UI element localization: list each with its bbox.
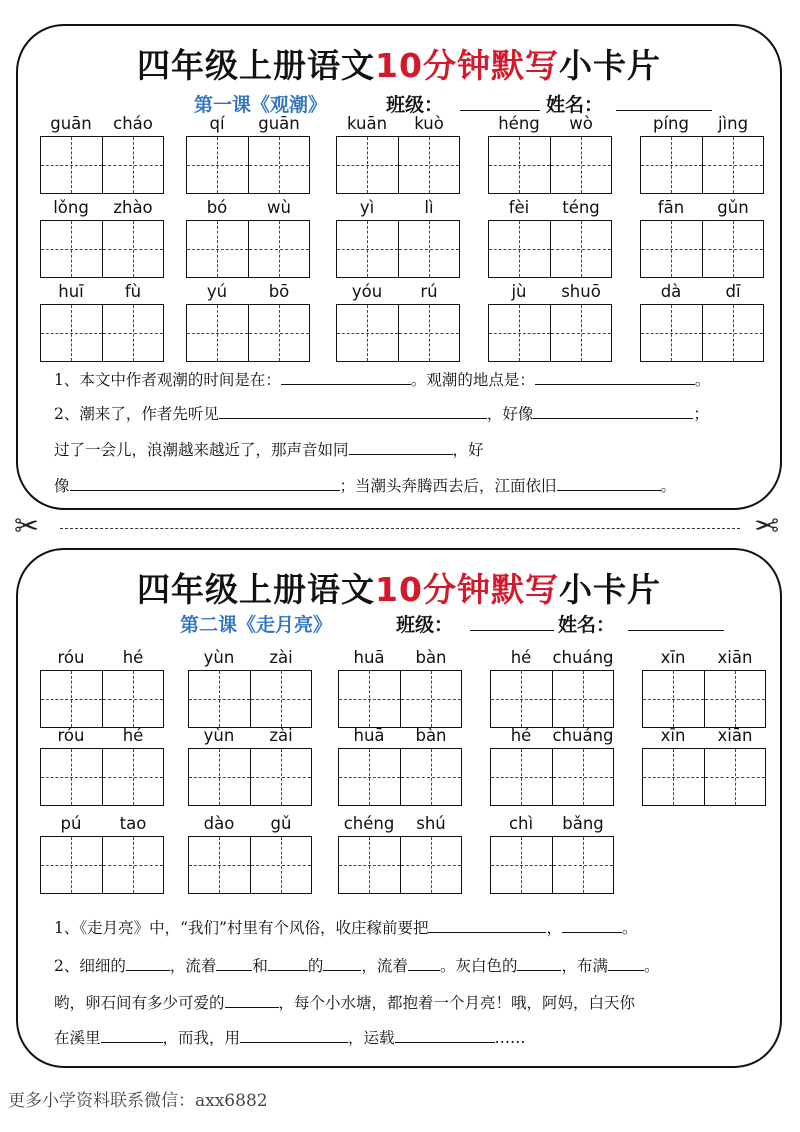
pinyin-syllable: gǔn bbox=[717, 198, 749, 217]
pinyin-syllable: dào bbox=[203, 814, 235, 833]
pinyin bbox=[490, 814, 614, 836]
pinyin-syllable: lì bbox=[424, 198, 434, 217]
writing-boxes bbox=[642, 748, 766, 806]
writing-boxes bbox=[40, 220, 164, 278]
word-box bbox=[336, 282, 460, 362]
word-box bbox=[338, 648, 462, 728]
title-text-end: 小卡片 bbox=[558, 46, 661, 85]
question-text: …… bbox=[494, 1029, 526, 1047]
word-box bbox=[490, 814, 614, 894]
question-text: ， bbox=[546, 919, 562, 937]
pinyin-syllable: kuò bbox=[414, 114, 444, 133]
pinyin-syllable: huā bbox=[353, 648, 385, 667]
pinyin-syllable: pú bbox=[60, 814, 82, 833]
scissors-icon: ✂ bbox=[14, 509, 40, 544]
character-cell[interactable] bbox=[489, 305, 551, 361]
writing-boxes bbox=[490, 836, 614, 894]
word-box bbox=[488, 282, 612, 362]
pinyin bbox=[640, 282, 764, 304]
worksheet-card-2 bbox=[16, 548, 782, 1068]
question-1 bbox=[54, 916, 638, 938]
lesson-title: 第一课《观潮》 bbox=[194, 94, 328, 116]
character-cell[interactable] bbox=[401, 749, 462, 805]
answer-blank[interactable] bbox=[101, 1028, 163, 1043]
pinyin bbox=[338, 814, 462, 836]
character-cell[interactable] bbox=[103, 221, 164, 277]
word-box bbox=[488, 114, 612, 194]
class-label: 班级： bbox=[386, 94, 444, 116]
writing-boxes bbox=[640, 304, 764, 362]
pinyin-syllable: fèi bbox=[508, 198, 530, 217]
character-cell[interactable] bbox=[187, 137, 249, 193]
pinyin-syllable: zài bbox=[269, 648, 293, 667]
question-text: 2、细细的 bbox=[54, 957, 126, 975]
pinyin bbox=[186, 114, 310, 136]
character-cell[interactable] bbox=[551, 137, 612, 193]
pinyin bbox=[338, 648, 462, 670]
question-2-cont bbox=[54, 438, 484, 460]
character-cell[interactable] bbox=[189, 671, 251, 727]
pinyin-syllable: lǒng bbox=[53, 198, 89, 217]
word-box bbox=[188, 648, 312, 728]
pinyin-syllable: qí bbox=[209, 114, 225, 133]
pinyin-syllable: tao bbox=[119, 814, 147, 833]
pinyin-syllable: wò bbox=[569, 114, 593, 133]
question-text: 。 bbox=[643, 957, 660, 975]
writing-boxes bbox=[188, 670, 312, 728]
character-cell[interactable] bbox=[489, 137, 551, 193]
pinyin bbox=[642, 648, 766, 670]
character-cell[interactable] bbox=[401, 837, 462, 893]
question-text: 。 bbox=[621, 919, 638, 937]
pinyin bbox=[188, 648, 312, 670]
pinyin-syllable: guān bbox=[258, 114, 300, 133]
writing-boxes bbox=[40, 304, 164, 362]
pinyin-syllable: wù bbox=[267, 198, 291, 217]
pinyin-syllable: téng bbox=[562, 198, 600, 217]
writing-boxes bbox=[490, 670, 614, 728]
writing-boxes bbox=[640, 220, 764, 278]
pinyin-syllable: róu bbox=[57, 648, 85, 667]
writing-boxes bbox=[40, 748, 164, 806]
pinyin-syllable: bó bbox=[206, 198, 228, 217]
answer-blank[interactable] bbox=[535, 370, 695, 385]
word-box bbox=[186, 198, 310, 278]
pinyin-syllable: hé bbox=[122, 726, 144, 745]
pinyin bbox=[488, 114, 612, 136]
character-cell[interactable] bbox=[41, 221, 103, 277]
writing-boxes bbox=[338, 836, 462, 894]
pinyin-syllable: yú bbox=[206, 282, 228, 301]
pinyin-syllable: yì bbox=[359, 198, 375, 217]
pinyin bbox=[640, 114, 764, 136]
pinyin bbox=[336, 198, 460, 220]
question-text: ； bbox=[693, 405, 709, 423]
word-box bbox=[40, 282, 164, 362]
question-2-cont2 bbox=[54, 474, 676, 496]
writing-boxes bbox=[336, 220, 460, 278]
name-label: 姓名： bbox=[546, 94, 604, 116]
answer-blank[interactable] bbox=[395, 1028, 495, 1043]
pinyin-syllable: fù bbox=[124, 282, 142, 301]
character-cell[interactable] bbox=[491, 837, 553, 893]
character-cell[interactable] bbox=[337, 305, 399, 361]
question-2-cont2 bbox=[54, 1026, 526, 1048]
name-field[interactable] bbox=[628, 610, 724, 631]
title-highlight: 10分钟默写 bbox=[375, 46, 559, 85]
pinyin-syllable: yóu bbox=[351, 282, 383, 301]
word-box bbox=[338, 726, 462, 806]
answer-blank[interactable] bbox=[216, 956, 252, 971]
answer-blank[interactable] bbox=[408, 956, 440, 971]
character-cell[interactable] bbox=[187, 305, 249, 361]
question-2 bbox=[54, 954, 659, 976]
pinyin bbox=[490, 648, 614, 670]
word-box bbox=[640, 198, 764, 278]
character-cell[interactable] bbox=[399, 305, 460, 361]
word-box bbox=[40, 198, 164, 278]
character-cell[interactable] bbox=[399, 221, 460, 277]
pinyin bbox=[642, 726, 766, 748]
pinyin-syllable: chuáng bbox=[552, 648, 614, 667]
writing-boxes bbox=[40, 136, 164, 194]
lesson-title: 第二课《走月亮》 bbox=[180, 614, 333, 636]
class-field[interactable] bbox=[470, 610, 554, 631]
writing-boxes bbox=[186, 220, 310, 278]
character-cell[interactable] bbox=[249, 221, 310, 277]
writing-boxes bbox=[336, 136, 460, 194]
pinyin-syllable: xīn bbox=[660, 648, 686, 667]
pinyin-syllable: xiān bbox=[717, 726, 753, 745]
question-text: ，好像 bbox=[486, 405, 534, 423]
pinyin bbox=[40, 198, 164, 220]
question-text: ；当潮头奔腾西去后，江面依旧 bbox=[339, 477, 557, 495]
pinyin-syllable: bō bbox=[268, 282, 290, 301]
answer-blank[interactable] bbox=[126, 956, 170, 971]
pinyin bbox=[40, 726, 164, 748]
answer-blank[interactable] bbox=[517, 956, 561, 971]
character-cell[interactable] bbox=[491, 671, 553, 727]
pinyin-syllable: héng bbox=[498, 114, 540, 133]
footer-contact: 更多小学资料联系微信：axx6882 bbox=[8, 1091, 268, 1111]
pinyin-syllable: cháo bbox=[113, 114, 153, 133]
word-box bbox=[188, 814, 312, 894]
word-box bbox=[642, 726, 766, 806]
question-text: ，好 bbox=[452, 441, 484, 459]
card-title bbox=[18, 564, 780, 611]
character-cell[interactable] bbox=[251, 837, 312, 893]
pinyin bbox=[40, 814, 164, 836]
pinyin-syllable: gǔ bbox=[270, 814, 292, 833]
question-text: 和 bbox=[252, 957, 268, 975]
writing-boxes bbox=[488, 220, 612, 278]
pinyin-syllable: bàn bbox=[415, 648, 447, 667]
pinyin-syllable: dà bbox=[660, 282, 682, 301]
character-cell[interactable] bbox=[553, 671, 614, 727]
word-box bbox=[40, 114, 164, 194]
pinyin bbox=[186, 198, 310, 220]
pinyin bbox=[40, 282, 164, 304]
question-text: ，而我，用 bbox=[162, 1029, 241, 1047]
character-cell[interactable] bbox=[551, 305, 612, 361]
question-text: 像 bbox=[54, 477, 70, 495]
writing-boxes bbox=[642, 670, 766, 728]
character-cell[interactable] bbox=[399, 137, 460, 193]
question-text: 的 bbox=[307, 957, 324, 975]
pinyin bbox=[338, 726, 462, 748]
pinyin-syllable: yùn bbox=[203, 648, 235, 667]
cut-line bbox=[60, 528, 740, 529]
character-cell[interactable] bbox=[339, 671, 401, 727]
character-cell[interactable] bbox=[41, 837, 103, 893]
pinyin-syllable: xiān bbox=[717, 648, 753, 667]
class-label: 班级： bbox=[396, 614, 454, 636]
class-field[interactable] bbox=[460, 90, 540, 111]
pinyin-syllable: róu bbox=[57, 726, 85, 745]
character-cell[interactable] bbox=[641, 305, 703, 361]
pinyin bbox=[336, 282, 460, 304]
pinyin-syllable: fān bbox=[657, 198, 685, 217]
question-2 bbox=[54, 402, 709, 424]
writing-boxes bbox=[186, 304, 310, 362]
pinyin-syllable: chì bbox=[508, 814, 534, 833]
question-text: ，流着 bbox=[169, 957, 217, 975]
pinyin bbox=[490, 726, 614, 748]
writing-boxes bbox=[338, 748, 462, 806]
answer-blank[interactable] bbox=[323, 956, 361, 971]
worksheet-card-1 bbox=[16, 24, 782, 510]
writing-boxes bbox=[40, 836, 164, 894]
writing-boxes bbox=[336, 304, 460, 362]
pinyin-syllable: jìng bbox=[717, 114, 749, 133]
character-cell[interactable] bbox=[705, 749, 766, 805]
pinyin-syllable: shuō bbox=[561, 282, 601, 301]
character-cell[interactable] bbox=[251, 671, 312, 727]
pinyin-syllable: huī bbox=[58, 282, 84, 301]
question-text: 哟，卵石间有多少可爱的 bbox=[54, 994, 225, 1012]
writing-boxes bbox=[186, 136, 310, 194]
answer-blank[interactable] bbox=[349, 440, 453, 455]
word-box bbox=[186, 282, 310, 362]
character-cell[interactable] bbox=[643, 671, 705, 727]
word-box bbox=[188, 726, 312, 806]
question-2-cont bbox=[54, 991, 635, 1013]
character-cell[interactable] bbox=[641, 137, 703, 193]
character-cell[interactable] bbox=[41, 305, 103, 361]
pinyin-syllable: shú bbox=[416, 814, 446, 833]
character-cell[interactable] bbox=[187, 221, 249, 277]
pinyin-syllable: hé bbox=[122, 648, 144, 667]
word-box bbox=[640, 114, 764, 194]
character-cell[interactable] bbox=[249, 305, 310, 361]
character-cell[interactable] bbox=[703, 137, 764, 193]
word-box bbox=[40, 814, 164, 894]
character-cell[interactable] bbox=[337, 221, 399, 277]
character-cell[interactable] bbox=[553, 837, 614, 893]
pinyin-syllable: bàn bbox=[415, 726, 447, 745]
character-cell[interactable] bbox=[103, 837, 164, 893]
character-cell[interactable] bbox=[41, 749, 103, 805]
question-text: ，布满 bbox=[561, 957, 608, 975]
character-cell[interactable] bbox=[643, 749, 705, 805]
word-box bbox=[490, 726, 614, 806]
pinyin bbox=[40, 648, 164, 670]
question-text: ，每个小水塘，都抱着一个月亮！哦，阿妈，白天你 bbox=[278, 994, 636, 1012]
writing-boxes bbox=[488, 304, 612, 362]
character-cell[interactable] bbox=[551, 221, 612, 277]
answer-blank[interactable] bbox=[428, 918, 546, 933]
character-cell[interactable] bbox=[103, 671, 164, 727]
character-cell[interactable] bbox=[103, 305, 164, 361]
title-highlight: 10分钟默写 bbox=[375, 570, 559, 609]
character-cell[interactable] bbox=[641, 221, 703, 277]
title-text: 四年级上册语文 bbox=[137, 570, 376, 609]
question-1 bbox=[54, 368, 710, 390]
character-cell[interactable] bbox=[491, 749, 553, 805]
question-text: 。灰白色的 bbox=[439, 957, 518, 975]
pinyin-syllable: chéng bbox=[343, 814, 395, 833]
answer-blank[interactable] bbox=[557, 476, 661, 491]
pinyin bbox=[488, 282, 612, 304]
pinyin-syllable: hé bbox=[510, 648, 532, 667]
writing-boxes bbox=[188, 748, 312, 806]
character-cell[interactable] bbox=[249, 137, 310, 193]
word-box bbox=[336, 198, 460, 278]
character-cell[interactable] bbox=[251, 749, 312, 805]
pinyin-syllable: kuān bbox=[346, 114, 388, 133]
answer-blank[interactable] bbox=[70, 476, 340, 491]
pinyin-syllable: zài bbox=[269, 726, 293, 745]
character-cell[interactable] bbox=[553, 749, 614, 805]
word-box bbox=[490, 648, 614, 728]
character-cell[interactable] bbox=[339, 749, 401, 805]
pinyin-syllable: xīn bbox=[660, 726, 686, 745]
pinyin bbox=[188, 814, 312, 836]
answer-blank[interactable] bbox=[608, 956, 644, 971]
question-text: 1、《走月亮》中，“我们”村里有个风俗，收庄稼前要把 bbox=[54, 919, 429, 937]
question-text: 。 bbox=[660, 477, 677, 495]
title-text: 四年级上册语文 bbox=[137, 46, 376, 85]
pinyin-syllable: chuáng bbox=[552, 726, 614, 745]
character-cell[interactable] bbox=[339, 837, 401, 893]
answer-blank[interactable] bbox=[240, 1028, 348, 1043]
title-text-end: 小卡片 bbox=[558, 570, 661, 609]
pinyin-syllable: dī bbox=[725, 282, 741, 301]
pinyin bbox=[488, 198, 612, 220]
pinyin-syllable: huā bbox=[353, 726, 385, 745]
character-cell[interactable] bbox=[703, 221, 764, 277]
character-cell[interactable] bbox=[41, 671, 103, 727]
character-cell[interactable] bbox=[703, 305, 764, 361]
pinyin bbox=[188, 726, 312, 748]
pinyin-syllable: yùn bbox=[203, 726, 235, 745]
character-cell[interactable] bbox=[189, 749, 251, 805]
question-text: 2、潮来了，作者先听见 bbox=[54, 405, 219, 423]
pinyin-syllable: zhào bbox=[113, 198, 153, 217]
character-cell[interactable] bbox=[705, 671, 766, 727]
writing-boxes bbox=[640, 136, 764, 194]
pinyin bbox=[40, 114, 164, 136]
word-box bbox=[640, 282, 764, 362]
pinyin-syllable: bǎng bbox=[562, 814, 604, 833]
answer-blank[interactable] bbox=[219, 404, 487, 419]
pinyin-syllable: píng bbox=[653, 114, 689, 133]
answer-blank[interactable] bbox=[281, 370, 411, 385]
character-cell[interactable] bbox=[189, 837, 251, 893]
scissors-icon: ✂ bbox=[754, 509, 780, 544]
name-field[interactable] bbox=[616, 90, 712, 111]
question-text: 过了一会儿，浪潮越来越近了，那声音如同 bbox=[54, 441, 349, 459]
writing-boxes bbox=[338, 670, 462, 728]
writing-boxes bbox=[488, 136, 612, 194]
writing-boxes bbox=[188, 836, 312, 894]
answer-blank[interactable] bbox=[268, 956, 308, 971]
name-label: 姓名： bbox=[558, 614, 616, 636]
question-text: 。观潮的地点是： bbox=[410, 371, 535, 389]
pinyin-syllable: jù bbox=[511, 282, 527, 301]
question-text: 在溪里 bbox=[54, 1029, 101, 1047]
pinyin bbox=[336, 114, 460, 136]
question-text: ，运载 bbox=[348, 1029, 395, 1047]
writing-boxes bbox=[40, 670, 164, 728]
pinyin-syllable: rú bbox=[420, 282, 438, 301]
question-text: 1、本文中作者观潮的时间是在： bbox=[54, 371, 281, 389]
word-box bbox=[40, 648, 164, 728]
word-box bbox=[338, 814, 462, 894]
word-box bbox=[642, 648, 766, 728]
pinyin-syllable: guān bbox=[50, 114, 92, 133]
word-box bbox=[488, 198, 612, 278]
pinyin bbox=[186, 282, 310, 304]
question-text: ，流着 bbox=[361, 957, 408, 975]
character-cell[interactable] bbox=[103, 137, 164, 193]
pinyin bbox=[640, 198, 764, 220]
pinyin-syllable: hé bbox=[510, 726, 532, 745]
answer-blank[interactable] bbox=[533, 404, 693, 419]
word-box bbox=[186, 114, 310, 194]
character-cell[interactable] bbox=[401, 671, 462, 727]
card-title bbox=[18, 40, 780, 87]
character-cell[interactable] bbox=[103, 749, 164, 805]
character-cell[interactable] bbox=[489, 221, 551, 277]
writing-boxes bbox=[490, 748, 614, 806]
answer-blank[interactable] bbox=[225, 993, 279, 1008]
character-cell[interactable] bbox=[337, 137, 399, 193]
answer-blank[interactable] bbox=[562, 918, 622, 933]
question-text: 。 bbox=[694, 371, 711, 389]
word-box bbox=[40, 726, 164, 806]
character-cell[interactable] bbox=[41, 137, 103, 193]
word-box bbox=[336, 114, 460, 194]
